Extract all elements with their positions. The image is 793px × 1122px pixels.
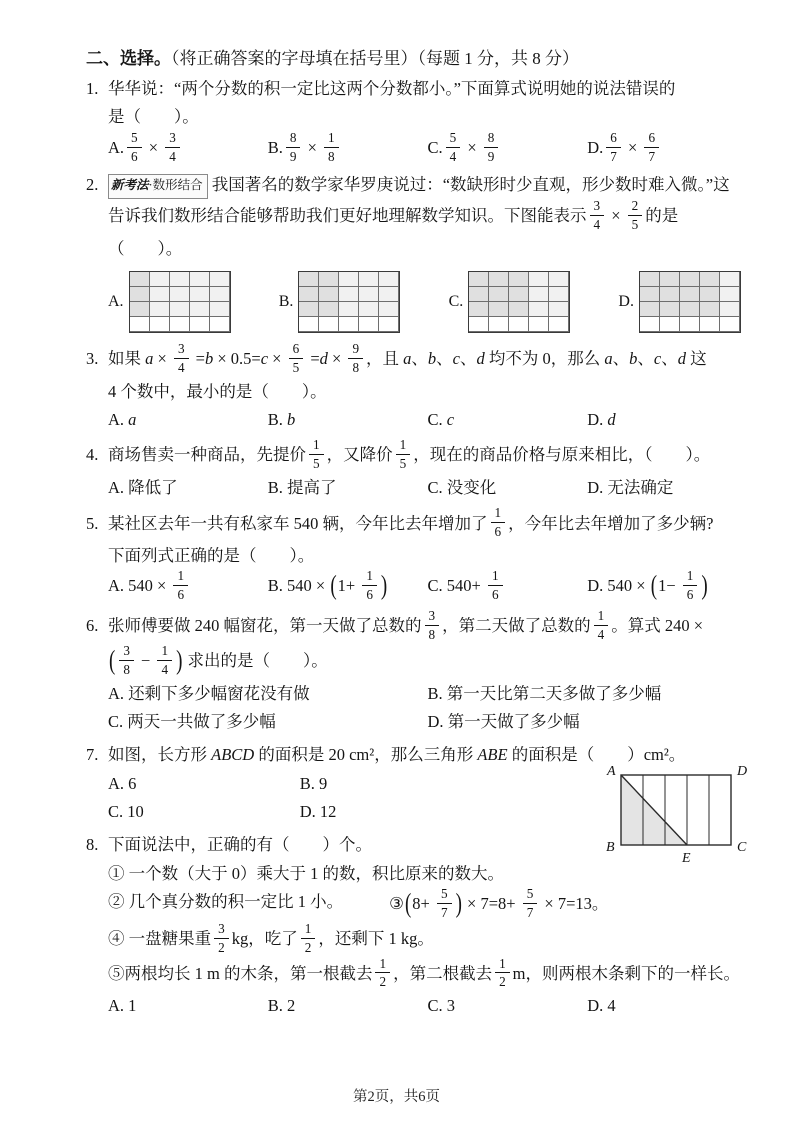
- question-2: [62, 171, 747, 332]
- option-b: B. $\frac{8}{9}$ × $\frac{1}{8}$: [268, 132, 428, 167]
- fraction: $\frac{1}{5}$: [309, 437, 324, 472]
- option-c: C. 两天一共做了多少幅: [108, 711, 276, 731]
- fraction: $\frac{5}{4}$: [446, 130, 461, 165]
- option-c: C. 10: [108, 802, 144, 821]
- question-2-line-2: 告诉我们数形结合能够帮助我们更好地理解数学知识。下图能表示 $\frac{3}{4}$ × $\frac{2}{5}$ 的是（ ）。: [108, 197, 679, 258]
- fraction-grid-c: [468, 271, 570, 333]
- option-a: A. 540 × $\frac{1}{6}$: [108, 570, 268, 605]
- question-3-number: 3.: [86, 349, 99, 368]
- fraction: $\frac{8}{9}$: [484, 130, 499, 165]
- question-8-options: [108, 992, 747, 1020]
- fraction: $\frac{3}{4}$: [590, 198, 605, 233]
- fraction: $\frac{3}{2}$: [214, 921, 229, 956]
- fraction: $\frac{8}{9}$: [286, 130, 301, 165]
- figure-label-b: B: [606, 840, 615, 856]
- option-b: B. 540 × (1+ $\frac{1}{6}$ ): [267, 568, 388, 603]
- new-method-badge: 新考法·数形结合: [108, 174, 208, 199]
- figure-label-c: C: [737, 840, 747, 856]
- option-d: D. d: [587, 409, 616, 429]
- option-d: D. 第一天做了多少幅: [427, 711, 580, 731]
- question-3-options: [108, 406, 747, 434]
- question-5-line-2: 下面列式正确的是（ ）。: [108, 546, 315, 566]
- grid-option-c: [449, 271, 571, 333]
- statement-4: ④ 一盘糖果重 $\frac{3}{2}$ kg，吃了 $\frac{1}{2}$ ，还剩下 1 kg。: [108, 920, 434, 955]
- option-c: C. 3: [427, 996, 456, 1016]
- question-3-line-1: 3. 如果 a × $\frac{3}{4}$ =b × 0.5=c × $\frac{6}{5}$ =d × $\frac{9}{8}$ ，且 a、b、c、d 均不为 0，那么 a、b、c、d 这: [86, 340, 707, 375]
- grid-option-a: [108, 271, 231, 333]
- question-5-line-1: 5. 某社区去年一共有私家车 540 辆，今年比去年增加了 $\frac{1}{6}$ ，今年比去年增加了多少辆?: [86, 505, 714, 540]
- section-title: 二、选择。: [86, 49, 171, 68]
- fraction: $\frac{1}{2}$: [375, 956, 390, 991]
- option-b: B. 9: [299, 773, 328, 793]
- question-8-intro: 8. 下面说法中，正确的有（ ）个。: [108, 831, 747, 859]
- page-footer: 第2页，共6页: [353, 1089, 440, 1105]
- section-header: [86, 44, 747, 69]
- fraction: $\frac{1}{6}$: [488, 568, 503, 603]
- fraction-grid-d: [639, 271, 741, 333]
- fraction-grid-b: [298, 271, 400, 333]
- figure-label-e: E: [682, 851, 691, 866]
- grid-label-b: B.: [278, 292, 294, 310]
- question-7-number: 7.: [86, 745, 99, 765]
- question-5-number: 5.: [86, 513, 99, 533]
- question-3: [62, 340, 747, 434]
- option-a: A. 还剩下多少幅窗花没有做: [108, 683, 310, 703]
- option-d: D. 无法确定: [587, 478, 674, 497]
- question-1-number: 1.: [86, 79, 99, 98]
- question-4: [62, 439, 747, 502]
- fraction: $\frac{1}{6}$: [362, 568, 377, 603]
- fraction: $\frac{1}{6}$: [683, 568, 698, 603]
- question-4-options: [108, 474, 747, 502]
- question-7-line-1: 7. 如图，长方形 ABCD 的面积是 20 cm²，那么三角形 ABE 的面积是（ ）cm²。: [108, 741, 747, 769]
- fraction: $\frac{6}{5}$: [289, 341, 304, 376]
- statements-2-3: [108, 888, 747, 923]
- question-5: [62, 507, 747, 605]
- statement-2: ② 几个真分数的积一定比 1 小。: [108, 892, 344, 912]
- fraction: $\frac{1}{4}$: [594, 608, 609, 643]
- question-7-options: [108, 770, 491, 827]
- option-c: C. 540+ $\frac{1}{6}$: [428, 570, 588, 605]
- fraction: $\frac{5}{7}$: [437, 886, 452, 921]
- fraction: $\frac{5}{6}$: [127, 130, 142, 165]
- option-d: D. $\frac{6}{7}$ × $\frac{6}{7}$: [587, 132, 747, 167]
- fraction: $\frac{1}{2}$: [495, 956, 510, 991]
- fraction: $\frac{6}{7}$: [644, 130, 659, 165]
- question-2-number: 2.: [86, 175, 99, 195]
- question-6-number: 6.: [86, 616, 99, 636]
- option-a: A. a: [108, 409, 137, 429]
- fraction: $\frac{1}{2}$: [301, 921, 316, 956]
- question-8: [62, 831, 747, 1020]
- question-6: [62, 610, 747, 736]
- option-b: B. 第一天比第二天多做了多少幅: [427, 683, 662, 703]
- grid-option-b: [279, 271, 401, 333]
- question-1-line-2: 是（ ）。: [108, 107, 199, 127]
- fraction: $\frac{3}{4}$: [165, 130, 180, 165]
- question-2-grids: [108, 271, 747, 333]
- question-1-options: [108, 129, 747, 167]
- statement-5: ⑤两根均长 1 m 的木条，第一根截去 $\frac{1}{2}$ ，第二根截去 $\frac{1}{2}$ m，则两根木条剩下的一样长。: [108, 955, 740, 990]
- option-c: C. 没变化: [427, 478, 497, 497]
- option-c: C. $\frac{5}{4}$ × $\frac{8}{9}$: [428, 132, 588, 167]
- question-1-line-1: 1. 华华说：“两个分数的积一定比这两个分数都小。”下面算式说明她的说法错误的: [108, 75, 747, 103]
- question-4-number: 4.: [86, 445, 99, 465]
- option-b: B. 提高了: [267, 478, 337, 497]
- statement-3: ③(8+ $\frac{5}{7}$ ) × 7=8+ $\frac{5}{7}$ × 7=13。: [389, 886, 609, 920]
- question-2-line-1: 2. 新考法·数形结合 我国著名的数学家华罗庚说过：“数缺形时少直观，形少数时难入微。”这: [108, 171, 747, 199]
- grid-label-d: D.: [618, 292, 634, 310]
- option-c: C. c: [427, 409, 455, 429]
- fraction-grid-a: [129, 271, 231, 333]
- fraction: $\frac{1}{8}$: [324, 130, 339, 165]
- question-4-line-1: 4. 商场售卖一种商品，先提价 $\frac{1}{5}$ ，又降价 $\frac{1}{5}$ ，现在的商品价格与原来相比，（ ）。: [86, 437, 711, 472]
- question-5-options: [108, 570, 747, 605]
- question-6-options: [108, 680, 747, 737]
- figure-label-d: D: [737, 764, 748, 780]
- fraction: $\frac{5}{7}$: [523, 886, 538, 921]
- fraction: $\frac{1}{6}$: [491, 505, 506, 540]
- fraction: $\frac{9}{8}$: [348, 341, 363, 376]
- option-b: B. 2: [267, 996, 296, 1016]
- fraction: $\frac{3}{8}$: [119, 643, 134, 678]
- grid-label-a: A.: [108, 292, 124, 310]
- option-d: D. 540 × (1− $\frac{1}{6}$ ): [587, 568, 708, 603]
- fraction: $\frac{3}{4}$: [174, 341, 189, 376]
- fraction: $\frac{1}{6}$: [173, 568, 188, 603]
- grid-label-c: C.: [448, 292, 464, 310]
- fraction: $\frac{6}{7}$: [606, 130, 621, 165]
- option-a: A. 6: [108, 773, 137, 793]
- section-subtitle: （将正确答案的字母填在括号里）（每题 1 分，共 8 分）: [171, 49, 579, 68]
- option-a: A. 降低了: [108, 478, 178, 497]
- option-b: B. b: [267, 409, 296, 429]
- question-1: [62, 75, 747, 166]
- fraction: $\frac{2}{5}$: [628, 198, 643, 233]
- option-d: D. 12: [299, 802, 337, 821]
- option-a: A. $\frac{5}{6}$ × $\frac{3}{4}$: [108, 132, 268, 167]
- fraction: $\frac{3}{8}$: [425, 608, 440, 643]
- question-6-line-1: 6. 张师傅要做 240 幅窗花，第一天做了总数的 $\frac{3}{8}$ ，第二天做了总数的 $\frac{1}{4}$ 。算式 240 ×: [86, 608, 703, 642]
- question-6-line-2: ( $\frac{3}{8}$ − $\frac{1}{4}$ ) 求出的是（ ）。: [109, 642, 328, 677]
- statement-1: ① 一个数（大于 0）乘大于 1 的数，积比原来的数大。: [108, 863, 504, 883]
- fraction: $\frac{1}{4}$: [157, 643, 172, 678]
- grid-option-d: [618, 271, 741, 333]
- figure-label-a: A: [607, 764, 616, 780]
- option-a: A. 1: [108, 996, 137, 1016]
- question-3-line-2: 4 个数中，最小的是（ ）。: [108, 381, 327, 401]
- question-8-number: 8.: [86, 835, 99, 855]
- option-d: D. 4: [587, 996, 616, 1016]
- fraction: $\frac{1}{5}$: [396, 437, 411, 472]
